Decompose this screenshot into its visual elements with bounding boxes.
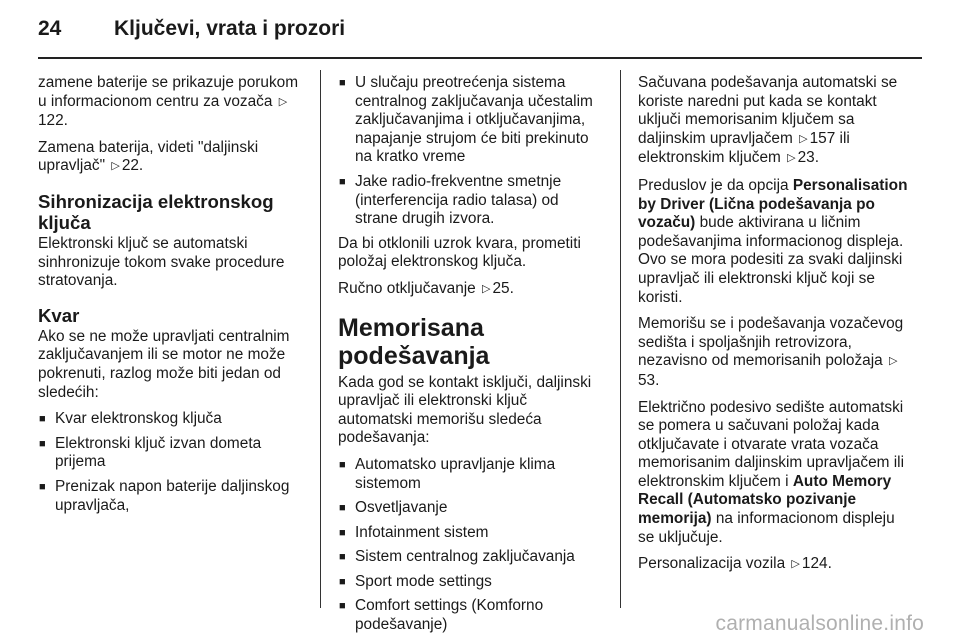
paragraph: zamene baterije se prikazuje porukom u informacionom centru za vozača ▷122.	[38, 74, 299, 130]
page-ref[interactable]: 53.	[638, 371, 660, 389]
paragraph: Sačuvana podešavanja automatski se koriste naredni put kada se kontakt uključi memorisanim ključem sa daljinskim upravljačem ▷ 157 ili elektronskim ključem ▷ 23.	[638, 74, 898, 167]
bullet-icon: ■	[339, 575, 346, 588]
paragraph: Memorišu se i podešavanja vozačevog sedišta i spoljašnjih retrovizora, nezavisno od memorisanih položaja ▷53.	[638, 315, 904, 389]
page-ref[interactable]: 157 ili elektronskim ključem	[638, 129, 850, 167]
paragraph: Elektronski ključ se automatski sinhronizuje tokom svake procedure stratovanja.	[38, 234, 285, 290]
page-ref[interactable]: 25.	[492, 279, 514, 297]
list-item: ■ Comfort settings (Komforno podešavanje)	[339, 597, 544, 634]
page-ref-icon: ▷	[111, 160, 120, 173]
menu-option-name: Personalisation by Driver (Lična podešavanja po vozaču)	[638, 176, 908, 232]
bullet-icon: ■	[39, 413, 46, 426]
paragraph: Preduslov je da opcija Personalisation by Driver (Lična podešavanja po vozaču) bude aktivirana u ličnim podešavanjima informacionog displeja. Ovo se mora podesiti za svaki daljinski upravljač ili elektronski ključ koji se koristi.	[638, 176, 908, 306]
bullet-icon: ■	[339, 526, 346, 539]
column-2	[338, 74, 604, 641]
page-ref[interactable]: 124.	[801, 555, 832, 573]
paragraph: Kada god se kontakt isključi, daljinski upravljač ili elektronski ključ automatski memorišu sledeća podešavanja:	[338, 373, 592, 447]
page-header	[38, 14, 922, 54]
page-ref-icon: ▷	[888, 355, 898, 368]
list-item: ■ Automatsko upravljanje klima sistemom	[339, 455, 556, 492]
page-ref[interactable]: 122.	[38, 112, 68, 130]
paragraph: Da bi otklonili uzrok kvara, prometiti položaj elektronskog ključa.	[338, 234, 581, 271]
section-heading: Kvar	[38, 304, 80, 326]
chapter-title: Ključevi, vrata i prozori	[114, 17, 346, 40]
header-rule	[38, 57, 922, 59]
bullet-icon: ■	[39, 480, 46, 493]
page-ref-icon: ▷	[787, 152, 796, 165]
bullet-icon: ■	[339, 77, 346, 89]
bullet-icon: ■	[339, 600, 346, 613]
list-item: ■ Sistem centralnog zaključavanja	[339, 548, 575, 566]
main-heading: Memorisana podešavanja	[338, 313, 490, 370]
bullet-icon: ■	[339, 175, 346, 188]
bullet-icon: ■	[339, 458, 346, 471]
page-ref-icon: ▷	[799, 132, 808, 145]
list-item: ■ Sport mode settings	[339, 572, 492, 590]
column-divider	[320, 70, 321, 608]
list-item: ■ Prenizak napon baterije daljinskog upravljača,	[39, 477, 290, 514]
page-ref[interactable]: 22.	[121, 157, 144, 175]
page-ref-icon: ▷	[791, 558, 800, 571]
column-1	[38, 74, 306, 521]
paragraph: Ručno otključavanje ▷ 25.	[338, 279, 514, 297]
list-item: ■ Jake radio-frekventne smetnje (interferencija radio talasa) od strane drugih izvora.	[339, 172, 562, 228]
paragraph: Električno podesivo sedište automatski se pomera u sačuvani položaj kada otključavate i otvarate vrata vozača memorisanim daljinskim upravljačem ili elektronskim ključem i Auto Memory Recall (Automatsko pozivanje memorija) na informacionom displeju se uključuje.	[638, 398, 904, 546]
bullet-icon: ■	[339, 502, 346, 515]
paragraph: Ako se ne može upravljati centralnim zaključavanjem ili se motor ne može pokrenuti, razlog može biti jedan od sledećih:	[38, 327, 290, 401]
bullet-list	[338, 74, 604, 229]
page-ref-icon: ▷	[482, 282, 491, 295]
column-divider	[620, 70, 621, 608]
page-ref-icon: ▷	[278, 95, 288, 108]
watermark: carmanualsonline.info	[715, 612, 924, 635]
paragraph: Zamena baterija, videti "daljinski upravljač" ▷ 22.	[38, 138, 259, 175]
list-item: ■ Kvar elektronskog ključa	[39, 410, 222, 428]
bullet-list	[38, 410, 306, 515]
list-item: ■ U slučaju preotrećenja sistema centralnog zaključavanja učestalim zaključavanjima i otključavanjima, napajanje strujom će biti prekinuto na kratko vreme	[339, 74, 593, 166]
menu-option-name: Auto Memory Recall (Automatsko pozivanje memorija)	[638, 472, 892, 528]
page-ref[interactable]: 23.	[797, 149, 819, 167]
bullet-icon: ■	[339, 551, 346, 564]
list-item: ■ Osvetljavanje	[339, 499, 448, 517]
column-3	[638, 74, 908, 583]
page-number: 24	[38, 17, 62, 40]
list-item: ■ Elektronski ključ izvan dometa prijema	[39, 434, 262, 471]
list-item: ■ Infotainment sistem	[339, 523, 489, 541]
bullet-list	[338, 456, 604, 635]
section-heading: Sihronizacija elektronskog ključa	[38, 190, 274, 233]
paragraph: Personalizacija vozila ▷ 124.	[638, 555, 832, 573]
bullet-icon: ■	[39, 437, 46, 450]
